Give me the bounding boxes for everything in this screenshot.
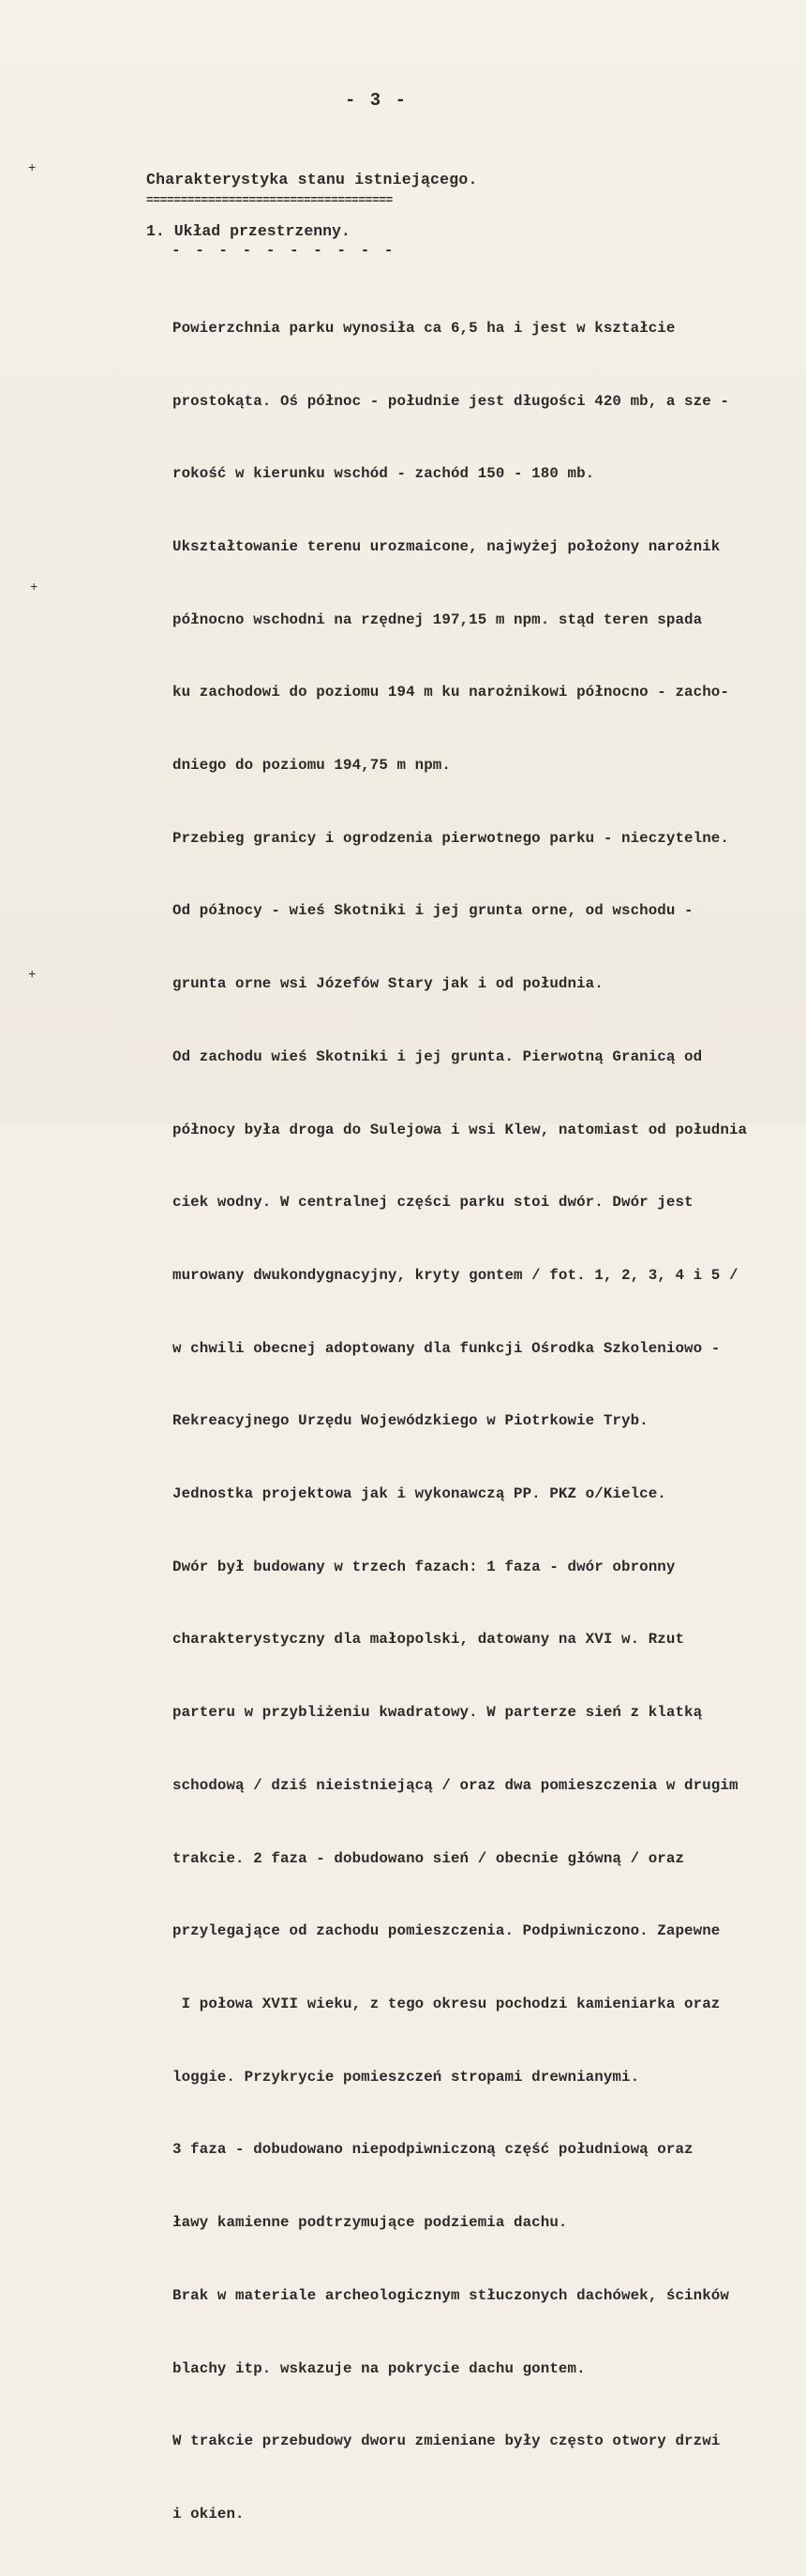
- text-line: Rekreacyjnego Urzędu Wojewódzkiego w Piotrkowie Tryb.: [172, 1412, 649, 1430]
- text-line: murowany dwukondygnacyjny, kryty gontem / fot. 1, 2, 3, 4 i 5 /: [172, 1266, 739, 1284]
- text-line: I połowa XVII wieku, z tego okresu pochodzi kamieniarka oraz: [172, 1995, 721, 2012]
- page-number: - 3 -: [345, 90, 409, 111]
- text-line: loggie. Przykrycie pomieszczeń stropami drewnianymi.: [172, 2068, 640, 2086]
- text-line: Od północy - wieś Skotniki i jej grunta orne, od wschodu -: [172, 902, 694, 920]
- text-line: blachy itp. wskazuje na pokrycie dachu gontem.: [172, 2359, 586, 2377]
- text-line: Od zachodu wieś Skotniki i jej grunta. Pierwotną Granicą od: [172, 1047, 703, 1065]
- text-line: ciek wodny. W centralnej części parku stoi dwór. Dwór jest: [172, 1194, 694, 1212]
- text-line: 3 faza - dobudowano niepodpiwniczoną część południową oraz: [172, 2141, 694, 2159]
- text-line: grunta orne wsi Józefów Stary jak i od południa.: [172, 975, 604, 993]
- text-line: prostokąta. Oś północ - południe jest długości 420 mb, a sze -: [172, 392, 729, 410]
- text-line: Przebieg granicy i ogrodzenia pierwotnego parku - nieczytelne.: [172, 829, 729, 847]
- text-line: dniego do poziomu 194,75 m npm.: [172, 757, 451, 775]
- text-line: W trakcie przebudowy dworu zmieniane były często otwory drzwi: [172, 2433, 721, 2450]
- margin-mark: +: [30, 580, 38, 595]
- text-line: Powierzchnia parku wynosiła ca 6,5 ha i jest w kształcie: [172, 319, 676, 337]
- text-line: Jednostka projektowa jak i wykonawczą PP. PKZ o/Kielce.: [172, 1485, 666, 1503]
- text-line: północy była droga do Sulejowa i wsi Klew, natomiast od południa: [172, 1121, 748, 1138]
- margin-mark: +: [28, 968, 37, 983]
- text-line: Dwór był budowany w trzech fazach: 1 faza - dwór obronny: [172, 1558, 676, 1575]
- text-line: i okien.: [172, 2505, 245, 2523]
- text-line: przylegające od zachodu pomieszczenia. Podpiwniczono. Zapewne: [172, 1922, 721, 1940]
- text-line: rokość w kierunku wschód - zachód 150 - 180 mb.: [172, 465, 595, 483]
- subsection-heading: 1. Układ przestrzenny.: [146, 222, 351, 240]
- heading-underline: ====================================: [146, 193, 393, 207]
- text-line: charakterystyczny dla małopolski, datowany na XVI w. Rzut: [172, 1631, 685, 1649]
- text-line: Ukształtowanie terenu urozmaicone, najwyżej położony narożnik: [172, 537, 721, 555]
- section-heading: Charakterystyka stanu istniejącego.: [146, 171, 478, 188]
- text-line: schodową / dziś nieistniejącą / oraz dwa pomieszczenia w drugim: [172, 1776, 739, 1794]
- margin-mark: +: [28, 161, 37, 176]
- body-text: [172, 268, 800, 2576]
- text-line: parteru w przybliżeniu kwadratowy. W parterze sień z klatką: [172, 1704, 703, 1722]
- subheading-underline: - - - - - - - - - -: [172, 242, 396, 259]
- text-line: w chwili obecnej adoptowany dla funkcji Ośrodka Szkoleniowo -: [172, 1339, 721, 1357]
- text-line: trakcie. 2 faza - dobudowano sień / obecnie główną / oraz: [172, 1849, 685, 1867]
- text-line: północno wschodni na rzędnej 197,15 m npm. stąd teren spada: [172, 610, 703, 628]
- text-line: Brak w materiale archeologicznym stłuczonych dachówek, ścinków: [172, 2286, 729, 2304]
- text-line: ławy kamienne podtrzymujące podziemia dachu.: [172, 2214, 568, 2232]
- text-line: ku zachodowi do poziomu 194 m ku narożnikowi północno - zacho-: [172, 684, 729, 701]
